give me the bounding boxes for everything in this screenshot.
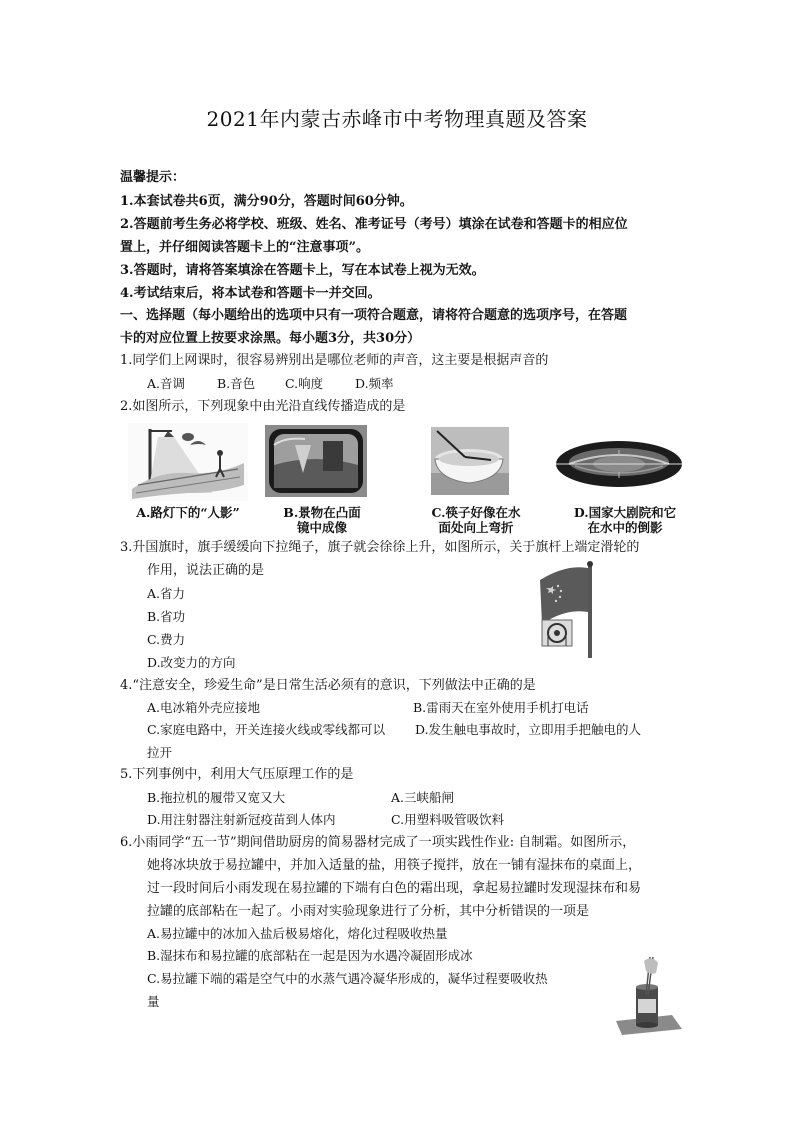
q4-option-a: A.电冰箱外壳应接地 [147,700,261,715]
question-4-stem: 4.“注意安全，珍爱生命”是日常生活必须有的意识，下列做法中正确的是 [120,678,536,693]
national-theater-reflection-image [555,440,683,488]
question-6-stem-line3: 过一段时间后小雨发现在易拉罐的下端有白色的霜出现，拿起易拉罐时发现湿抹布和易 [147,881,642,896]
question-6-stem-line2: 她将冰块放于易拉罐中，并加入适量的盐，用筷子搅拌，放在一铺有湿抹布的桌面上， [147,858,642,873]
q4-option-d-continued: 拉开 [147,745,173,760]
q3-option-b: B.省功 [147,609,186,624]
question-3-stem-line2: 作用，说法正确的是 [147,563,265,578]
q5-option-b: B.拖拉机的履带又宽又大 [147,790,286,805]
q1-option-b: B.音色 [217,376,256,391]
convex-mirror-image [265,425,367,497]
q3-option-a: A.省力 [147,586,186,601]
q4-option-b: B.雷雨天在室外使用手机打电话 [413,700,589,715]
q1-option-c: C.响度 [285,376,324,391]
question-3-stem-line1: 3.升国旗时，旗手缓缓向下拉绳子，旗子就会徐徐上升，如图所示，关于旗杆上端定滑轮的 [120,540,640,555]
tips-heading: 温馨提示： [120,170,186,185]
can-frost-experiment-image [612,955,684,1035]
q1-option-a: A.音调 [147,376,186,391]
q6-option-b: B.湿抹布和易拉罐的底部粘在一起是因为水遇冷凝固形成冰 [147,948,473,963]
q2-caption-d: D.国家大剧院和它 在水中的倒影 [573,505,677,535]
q5-option-c: C.用塑料吸管吸饮料 [391,812,505,827]
section-heading-line1: 一、选择题（每小题给出的选项中只有一项符合题意，请将符合题意的选项序号，在答题 [120,308,628,323]
q1-option-d: D.频率 [355,376,394,391]
question-2-stem: 2.如图所示，下列现象中由光沿直线传播造成的是 [120,399,406,414]
q3-option-c: C.费力 [147,632,186,647]
q6-option-c: C.易拉罐下端的霜是空气中的水蒸气遇冷凝华形成的，凝华过程要吸收热 [147,971,548,986]
tips-item: 4.考试结束后，将本试卷和答题卡一并交回。 [120,286,381,301]
tips-item: 3.答题时，请将答案填涂在答题卡上，写在本试卷上视为无效。 [120,263,485,278]
question-1-stem: 1.同学们上网课时，很容易辨别出是哪位老师的声音，这主要是根据声音的 [120,353,549,368]
q5-option-a: A.三峡船闸 [391,790,455,805]
q5-option-d: D.用注射器注射新冠疫苗到人体内 [147,812,336,827]
question-6-stem-line4: 拉罐的底部粘在一起了。小雨对实验现象进行了分析，其中分析错误的一项是 [147,904,590,919]
chopsticks-in-water-image [431,427,509,495]
q4-option-d: D.发生触电事故时，立即用手把触电的人 [415,722,642,737]
page-title: 2021年内蒙古赤峰市中考物理真题及答案 [206,107,588,131]
q2-caption-b: B.景物在凸面 镜中成像 [283,505,361,535]
flagpole-pulley-image [536,560,602,660]
tips-item: 2.答题前考生务必将学校、班级、姓名、准考证号（考号）填涂在试卷和答题卡的相应位 [120,217,628,232]
q6-option-a: A.易拉罐中的冰加入盐后极易熔化，熔化过程吸收热量 [147,926,448,941]
q4-option-c: C.家庭电路中，开关连接火线或零线都可以 [147,722,386,737]
street-lamp-shadow-image [128,423,248,501]
tips-item: 1.本套试卷共6页，满分90分，答题时间60分钟。 [120,194,413,209]
q6-option-c-continued: 量 [147,994,160,1009]
q3-option-d: D.改变力的方向 [147,655,236,670]
section-heading-line2: 卡的对应位置上按要求涂黑。每小题3分，共30分） [120,331,421,346]
q2-caption-c: C.筷子好像在水 面处向上弯折 [431,505,521,535]
tips-item: 置上，并仔细阅读答题卡上的“注意事项”。 [120,240,369,255]
question-5-stem: 5.下列事例中，利用大气压原理工作的是 [120,767,354,782]
question-6-stem-line1: 6.小雨同学“五一节”期间借助厨房的简易器材完成了一项实践性作业: 自制霜。如图所示， [120,835,636,850]
q2-caption-a: A.路灯下的“人影” [136,505,240,520]
